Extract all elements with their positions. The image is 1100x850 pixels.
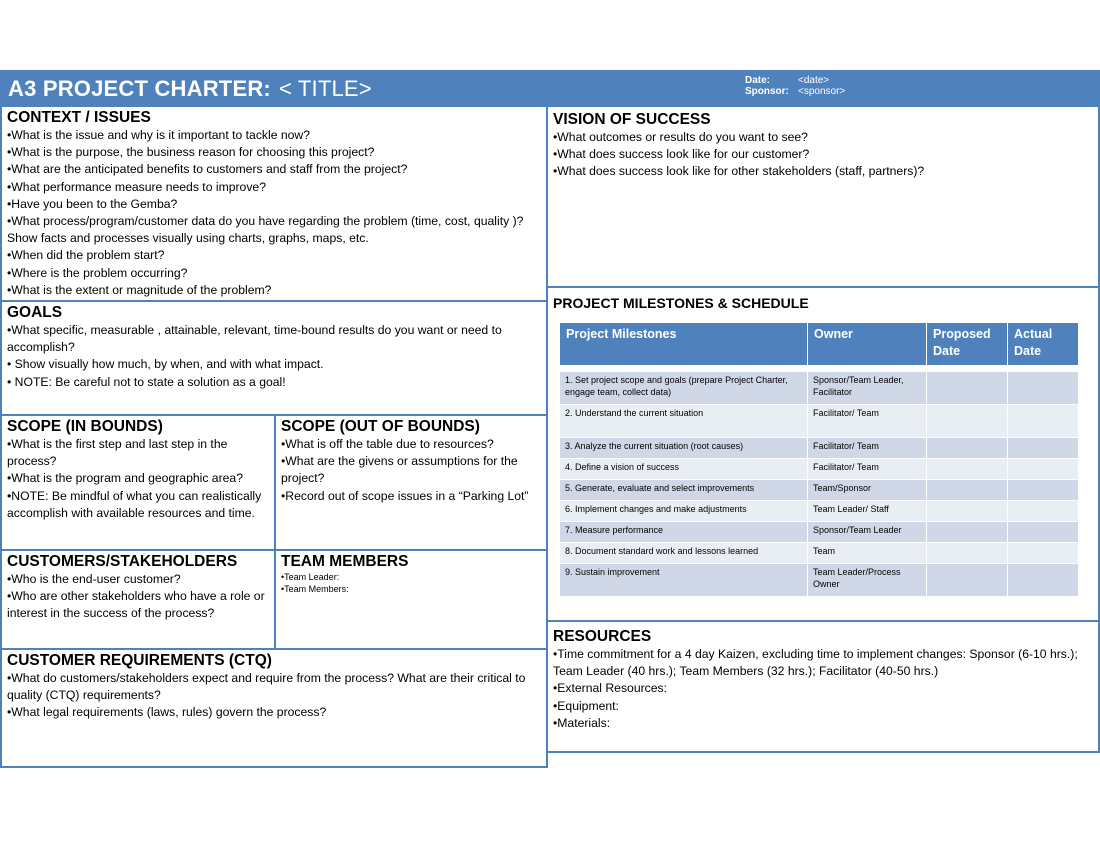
milestone-actual-date-cell[interactable] <box>1008 372 1078 404</box>
milestones-body <box>560 366 1078 596</box>
milestone-row <box>560 405 1078 437</box>
resources-list <box>553 646 1094 732</box>
vision-of-success-heading: VISION OF SUCCESS <box>553 111 711 128</box>
milestone-row <box>560 501 1078 521</box>
bullet-line: • Where is the problem occurring? <box>7 265 542 282</box>
milestone-owner-cell: Facilitator/ Team <box>808 459 926 479</box>
column-header-actual-date: Actual Date <box>1008 323 1078 365</box>
date-value[interactable]: <date> <box>798 75 830 86</box>
milestone-proposed-date-cell[interactable] <box>927 372 1007 404</box>
milestone-actual-date-cell[interactable] <box>1008 405 1078 437</box>
customer-requirements-heading: CUSTOMER REQUIREMENTS (CTQ) <box>7 652 272 669</box>
milestone-row <box>560 522 1078 542</box>
milestone-owner-cell: Team <box>808 543 926 563</box>
milestone-proposed-date-cell[interactable] <box>927 405 1007 437</box>
milestone-owner-cell: Team Leader/Process Owner <box>808 564 926 596</box>
milestone-owner-cell: Facilitator/ Team <box>808 438 926 458</box>
charter-title-placeholder[interactable]: < TITLE> <box>278 76 372 101</box>
bullet-line: • What is off the table due to resources? <box>281 436 542 453</box>
bullet-line: • What is the program and geographic area? <box>7 470 270 487</box>
milestone-proposed-date-cell[interactable] <box>927 459 1007 479</box>
meta-labels <box>745 75 789 97</box>
bullet-line: • Who are other stakeholders who have a role or interest in the success of the process? <box>7 588 270 622</box>
scope-out-section <box>274 414 548 551</box>
milestone-actual-date-cell[interactable] <box>1008 459 1078 479</box>
milestone-row <box>560 564 1078 596</box>
bullet-line: • What do customers/stakeholders expect and require from the process? What are their critical to quality (CTQ) requirements? <box>7 670 542 704</box>
milestone-owner-cell: Team/Sponsor <box>808 480 926 500</box>
bullet-line: • What is the extent or magnitude of the problem? <box>7 282 542 299</box>
bullet-line: • What process/program/customer data do you have regarding the problem (time, cost, quality )? Show facts and processes visually using charts, graphs, maps, etc. <box>7 213 542 247</box>
milestone-name-cell: 9. Sustain improvement <box>560 564 807 596</box>
bullet-line: • What is the purpose, the business reason for choosing this project? <box>7 144 542 161</box>
milestone-actual-date-cell[interactable] <box>1008 543 1078 563</box>
bullet-line: • External Resources: <box>553 680 1094 697</box>
context-issues-list <box>7 127 542 299</box>
scope-out-heading: SCOPE (OUT OF BOUNDS) <box>281 418 480 435</box>
charter-title <box>8 76 372 102</box>
bullet-line: • What does success look like for our customer? <box>553 146 1094 163</box>
milestone-row <box>560 543 1078 563</box>
customer-requirements-section <box>0 648 548 768</box>
milestone-owner-cell: Facilitator/ Team <box>808 405 926 437</box>
bullet-line: • When did the problem start? <box>7 247 542 264</box>
context-issues-heading: CONTEXT / ISSUES <box>7 109 151 126</box>
bullet-line: • Materials: <box>553 715 1094 732</box>
bullet-line: • Team Members: <box>281 583 542 595</box>
bullet-line: • Team Leader: <box>281 571 542 583</box>
milestone-actual-date-cell[interactable] <box>1008 501 1078 521</box>
bullet-line: • Show visually how much, by when, and with what impact. <box>7 356 542 373</box>
milestone-owner-cell: Team Leader/ Staff <box>808 501 926 521</box>
milestone-actual-date-cell[interactable] <box>1008 522 1078 542</box>
milestone-name-cell: 4. Define a vision of success <box>560 459 807 479</box>
charter-title-text: A3 PROJECT CHARTER: <box>8 76 271 101</box>
bullet-line: • Equipment: <box>553 698 1094 715</box>
milestone-name-cell: 8. Document standard work and lessons learned <box>560 543 807 563</box>
bullet-line: • What outcomes or results do you want to see? <box>553 129 1094 146</box>
milestone-actual-date-cell[interactable] <box>1008 480 1078 500</box>
bullet-line: • What legal requirements (laws, rules) govern the process? <box>7 704 542 721</box>
milestone-row <box>560 438 1078 458</box>
milestone-proposed-date-cell[interactable] <box>927 438 1007 458</box>
milestone-name-cell: 2. Understand the current situation <box>560 405 807 437</box>
milestone-row <box>560 480 1078 500</box>
sponsor-value[interactable]: <sponsor> <box>798 86 846 97</box>
meta-values <box>798 75 845 97</box>
milestone-name-cell: 7. Measure performance <box>560 522 807 542</box>
bullet-line: • Record out of scope issues in a “Parking Lot” <box>281 488 542 505</box>
milestone-proposed-date-cell[interactable] <box>927 543 1007 563</box>
bullet-line: • Have you been to the Gemba? <box>7 196 542 213</box>
milestone-name-cell: 6. Implement changes and make adjustments <box>560 501 807 521</box>
milestone-actual-date-cell[interactable] <box>1008 438 1078 458</box>
milestone-owner-cell: Sponsor/Team Leader, Facilitator <box>808 372 926 404</box>
milestone-name-cell: 1. Set project scope and goals (prepare Project Charter, engage team, collect data) <box>560 372 807 404</box>
scope-in-list <box>7 436 270 522</box>
milestones-section <box>546 286 1100 622</box>
customers-stakeholders-section <box>0 549 276 650</box>
bullet-line: • What performance measure needs to improve? <box>7 179 542 196</box>
goals-list <box>7 322 542 391</box>
scope-in-section <box>0 414 276 551</box>
customers-stakeholders-list <box>7 571 270 623</box>
bullet-line: • Time commitment for a 4 day Kaizen, excluding time to implement changes: Sponsor (6-10 hrs.); Team Leader (40 hrs.); Team Members (32 hrs.); Facilitator (40-50 hrs.) <box>553 646 1094 680</box>
milestone-proposed-date-cell[interactable] <box>927 564 1007 596</box>
customer-requirements-list <box>7 670 542 722</box>
goals-section <box>0 300 548 416</box>
bullet-line: • Who is the end-user customer? <box>7 571 270 588</box>
column-header-proposed-date: Proposed Date <box>927 323 1007 365</box>
milestone-actual-date-cell[interactable] <box>1008 564 1078 596</box>
milestones-heading: PROJECT MILESTONES & SCHEDULE <box>553 295 809 311</box>
bullet-line: • NOTE: Be careful not to state a solution as a goal! <box>7 374 542 391</box>
bullet-line: • What is the issue and why is it important to tackle now? <box>7 127 542 144</box>
team-members-section <box>274 549 548 650</box>
milestone-row <box>560 372 1078 404</box>
goals-heading: GOALS <box>7 304 63 321</box>
milestone-proposed-date-cell[interactable] <box>927 480 1007 500</box>
bullet-line: • What are the anticipated benefits to customers and staff from the project? <box>7 161 542 178</box>
scope-out-list <box>281 436 542 505</box>
charter-header <box>0 70 1100 106</box>
milestone-name-cell: 3. Analyze the current situation (root causes) <box>560 438 807 458</box>
bullet-line: • NOTE: Be mindful of what you can realistically accomplish with available resources and time. <box>7 488 270 522</box>
sponsor-label: Sponsor: <box>745 86 789 97</box>
milestones-header-row <box>560 323 1078 365</box>
resources-heading: RESOURCES <box>553 628 652 645</box>
column-header-owner: Owner <box>808 323 926 365</box>
resources-section <box>546 620 1100 753</box>
milestones-table <box>559 322 1079 597</box>
bullet-line: • What is the first step and last step in the process? <box>7 436 270 470</box>
bullet-line: • What specific, measurable , attainable, relevant, time-bound results do you want or need to accomplish? <box>7 322 542 356</box>
team-members-heading: TEAM MEMBERS <box>281 553 409 570</box>
scope-in-heading: SCOPE (IN BOUNDS) <box>7 418 163 435</box>
milestone-owner-cell: Sponsor/Team Leader <box>808 522 926 542</box>
milestone-proposed-date-cell[interactable] <box>927 501 1007 521</box>
vision-of-success-list <box>553 129 1094 181</box>
date-label: Date: <box>745 75 771 86</box>
bullet-line: • What are the givens or assumptions for the project? <box>281 453 542 487</box>
context-issues-section <box>0 105 548 302</box>
milestone-name-cell: 5. Generate, evaluate and select improvements <box>560 480 807 500</box>
bullet-line: • What does success look like for other stakeholders (staff, partners)? <box>553 163 1094 180</box>
milestone-row <box>560 459 1078 479</box>
customers-stakeholders-heading: CUSTOMERS/STAKEHOLDERS <box>7 553 238 570</box>
vision-of-success-section <box>546 105 1100 288</box>
milestone-proposed-date-cell[interactable] <box>927 522 1007 542</box>
team-members-list <box>281 571 542 595</box>
column-header-milestone: Project Milestones <box>560 323 807 365</box>
